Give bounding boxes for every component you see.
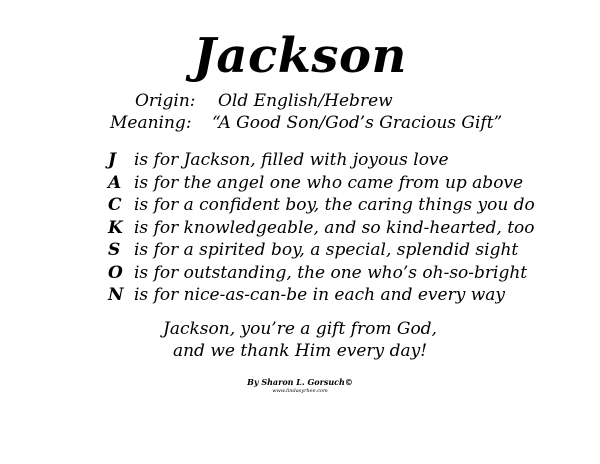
closing-line-1: Jackson, you’re a gift from God, bbox=[163, 319, 437, 339]
origin-row bbox=[0, 90, 600, 112]
meaning-row bbox=[0, 112, 600, 134]
acrostic-letter: S bbox=[108, 240, 121, 260]
acrostic-text: is for a spirited boy, a special, splendid sight bbox=[134, 240, 519, 260]
acrostic-text: is for knowledgeable, and so kind-hearted, too bbox=[134, 217, 535, 238]
acrostic-poem bbox=[108, 149, 598, 307]
acrostic-line bbox=[108, 194, 598, 217]
meaning-value: “A Good Son/God’s Gracious Gift” bbox=[212, 113, 503, 133]
acrostic-line bbox=[108, 172, 598, 195]
acrostic-line bbox=[108, 217, 598, 240]
acrostic-text: is for outstanding, the one who’s oh-so-bright bbox=[134, 262, 528, 283]
meaning-label: Meaning: bbox=[110, 113, 192, 133]
acrostic-letter: O bbox=[108, 262, 123, 283]
acrostic-letter: C bbox=[108, 195, 122, 215]
acrostic-line bbox=[108, 239, 598, 262]
acrostic-text: is for nice-as-can-be in each and every way bbox=[134, 285, 506, 305]
acrostic-letter: J bbox=[108, 150, 117, 170]
page-title: Jackson bbox=[193, 28, 407, 84]
acrostic-text: is for the angel one who came from up above bbox=[134, 172, 524, 193]
acrostic-letter: A bbox=[108, 172, 122, 193]
acrostic-letter: K bbox=[108, 217, 123, 238]
closing-verse bbox=[0, 318, 600, 362]
website-credit: www.lindasyrhee.com bbox=[272, 388, 328, 394]
acrostic-line bbox=[108, 284, 598, 307]
acrostic-line bbox=[108, 149, 598, 172]
acrostic-letter: N bbox=[108, 285, 124, 305]
origin-value: Old English/Hebrew bbox=[218, 91, 393, 111]
closing-line-2: and we thank Him every day! bbox=[172, 341, 428, 361]
acrostic-text: is for a confident boy, the caring things you do bbox=[134, 195, 535, 215]
origin-label: Origin: bbox=[135, 91, 196, 111]
acrostic-text: is for Jackson, filled with joyous love bbox=[134, 150, 449, 170]
author-credit: By Sharon L. Gorsuch© bbox=[247, 377, 353, 387]
acrostic-line bbox=[108, 262, 598, 285]
